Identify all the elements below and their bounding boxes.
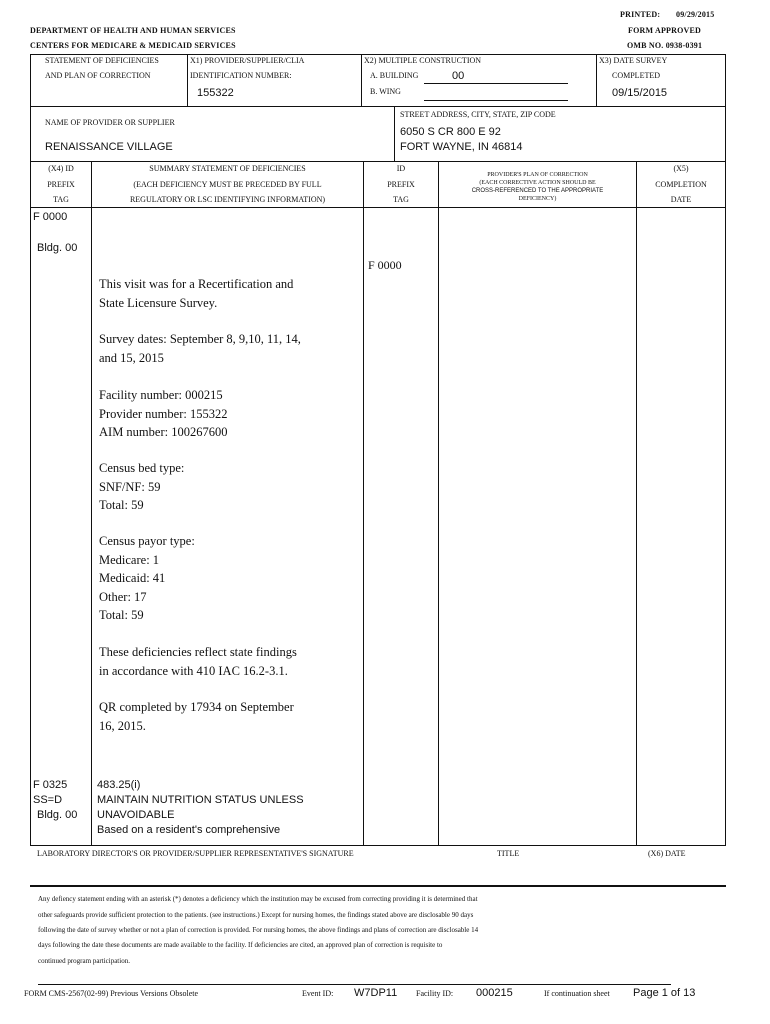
plan-header-3: CROSS-REFERENCED TO THE APPROPRIATE <box>471 188 604 194</box>
page-number: Page 1 of 13 <box>633 987 696 999</box>
x2-label: X2) MULTIPLE CONSTRUCTION <box>364 56 482 65</box>
omb-number: OMB NO. 0938-0391 <box>627 41 703 50</box>
deficiency-title-2: UNAVOIDABLE <box>97 809 175 821</box>
provider-name-value: RENAISSANCE VILLAGE <box>45 141 173 153</box>
provider-name-label: NAME OF PROVIDER OR SUPPLIER <box>45 118 175 127</box>
printed-label: PRINTED: <box>620 10 661 19</box>
department-title: DEPARTMENT OF HEALTH AND HUMAN SERVICES <box>30 26 236 35</box>
paragraph-census-bed: Census bed type: SNF/NF: 59 Total: 59 <box>99 461 185 512</box>
deficiency-title-1: MAINTAIN NUTRITION STATUS UNLESS <box>97 794 304 806</box>
facility-id-label: Facility ID: <box>416 989 454 998</box>
x4-header-1: (X4) ID <box>48 164 74 173</box>
title-label: TITLE <box>497 849 520 858</box>
centers-title: CENTERS FOR MEDICARE & MEDICAID SERVICES <box>30 41 236 50</box>
address-label: STREET ADDRESS, CITY, STATE, ZIP CODE <box>400 110 556 119</box>
x5-header-1: (X5) <box>673 164 689 173</box>
x1-label-2: IDENTIFICATION NUMBER: <box>190 71 292 80</box>
continuation-label: If continuation sheet <box>544 989 610 998</box>
survey-date-value: 09/15/2015 <box>612 87 668 99</box>
address-line-2: FORT WAYNE, IN 46814 <box>400 141 523 153</box>
plan-header-1: PROVIDER'S PLAN OF CORRECTION <box>487 172 588 178</box>
footnote-line-3: following the date of survey whether or not a plan of correction is provided. For nursing homes, the above findings and plans of correction are disclosable 14 <box>38 926 479 934</box>
summary-header-3: REGULATORY OR LSC IDENTIFYING INFORMATION) <box>129 195 326 204</box>
plan-header-2: (EACH CORRECTIVE ACTION SHOULD BE <box>479 180 596 186</box>
signature-label: LABORATORY DIRECTOR'S OR PROVIDER/SUPPLIER REPRESENTATIVE'S SIGNATURE <box>37 849 354 858</box>
address-line-1: 6050 S CR 800 E 92 <box>400 126 501 138</box>
tag-f0000: F 0000 <box>33 211 68 223</box>
statement-label-1: STATEMENT OF DEFICIENCIES <box>45 56 159 65</box>
x3-label-2: COMPLETED <box>612 71 660 80</box>
footnote-line-2: other safeguards provide sufficient protection to the patients. (see instructions.) Except for nursing homes, the findings stated above are disclosable 90 days <box>38 911 474 919</box>
bldg-label-2: Bldg. 00 <box>37 809 78 821</box>
printed-date: 09/29/2015 <box>676 10 715 19</box>
paragraph-state-findings: These deficiencies reflect state findings in accordance with 410 IAC 16.2-3.1. <box>99 645 297 678</box>
wing-label: B. WING <box>370 87 401 96</box>
right-tag-f0000: F 0000 <box>368 258 402 272</box>
event-id-value: W7DP11 <box>354 987 398 999</box>
scope-severity: SS=D <box>33 794 63 806</box>
x1-label-1: X1) PROVIDER/SUPPLIER/CLIA <box>190 56 305 65</box>
tag-f0325: F 0325 <box>33 779 68 791</box>
x6-date-label: (X6) DATE <box>648 849 686 858</box>
form-approved: FORM APPROVED <box>628 26 702 35</box>
x5-header-3: DATE <box>670 195 692 204</box>
deficiency-first-line: Based on a resident's comprehensive <box>97 824 281 836</box>
summary-header-1: SUMMARY STATEMENT OF DEFICIENCIES <box>149 164 306 173</box>
footnote-line-1: Any defiency statement ending with an asterisk (*) denotes a deficiency which the institution may be excused from correcting providing it is determined that <box>38 895 478 903</box>
x5-header-2: COMPLETION <box>655 180 707 189</box>
statement-label-2: AND PLAN OF CORRECTION <box>45 71 151 80</box>
provider-number-value: 155322 <box>197 87 234 99</box>
form-number: FORM CMS-2567(02-99) Previous Versions Obsolete <box>24 989 199 998</box>
x4-header-2: PREFIX <box>47 180 75 189</box>
x4-header-3: TAG <box>53 195 69 204</box>
facility-id-value: 000215 <box>476 987 513 999</box>
paragraph-facility: Facility number: 000215 Provider number: 155322 AIM number: 100267600 <box>99 388 228 439</box>
footnote-line-4: days following the date these documents are made available to the facility. If deficiencies are cited, an approved plan of correction is requisite to <box>38 941 443 949</box>
plan-header-4: DEFICIENCY) <box>518 196 557 202</box>
building-value: 00 <box>452 70 465 82</box>
summary-header-2: (EACH DEFICIENCY MUST BE PRECEDED BY FULL <box>133 180 322 189</box>
building-label: A. BUILDING <box>370 71 419 80</box>
regulation-number: 483.25(i) <box>97 779 141 791</box>
x3-label-1: X3) DATE SURVEY <box>599 56 668 65</box>
id-header-2: PREFIX <box>387 180 415 189</box>
footnote-line-5: continued program participation. <box>38 957 130 965</box>
paragraph-qr: QR completed by 17934 on September 16, 2015. <box>99 700 294 733</box>
paragraph-survey-dates: Survey dates: September 8, 9,10, 11, 14, and 15, 2015 <box>99 332 301 365</box>
id-header-1: ID <box>396 164 406 173</box>
event-id-label: Event ID: <box>302 989 334 998</box>
paragraph-visit: This visit was for a Recertification and State Licensure Survey. <box>99 277 294 310</box>
bldg-label-1: Bldg. 00 <box>37 242 78 254</box>
id-header-3: TAG <box>393 195 409 204</box>
paragraph-census-payor: Census payor type: Medicare: 1 Medicaid: 41 Other: 17 Total: 59 <box>99 534 195 622</box>
